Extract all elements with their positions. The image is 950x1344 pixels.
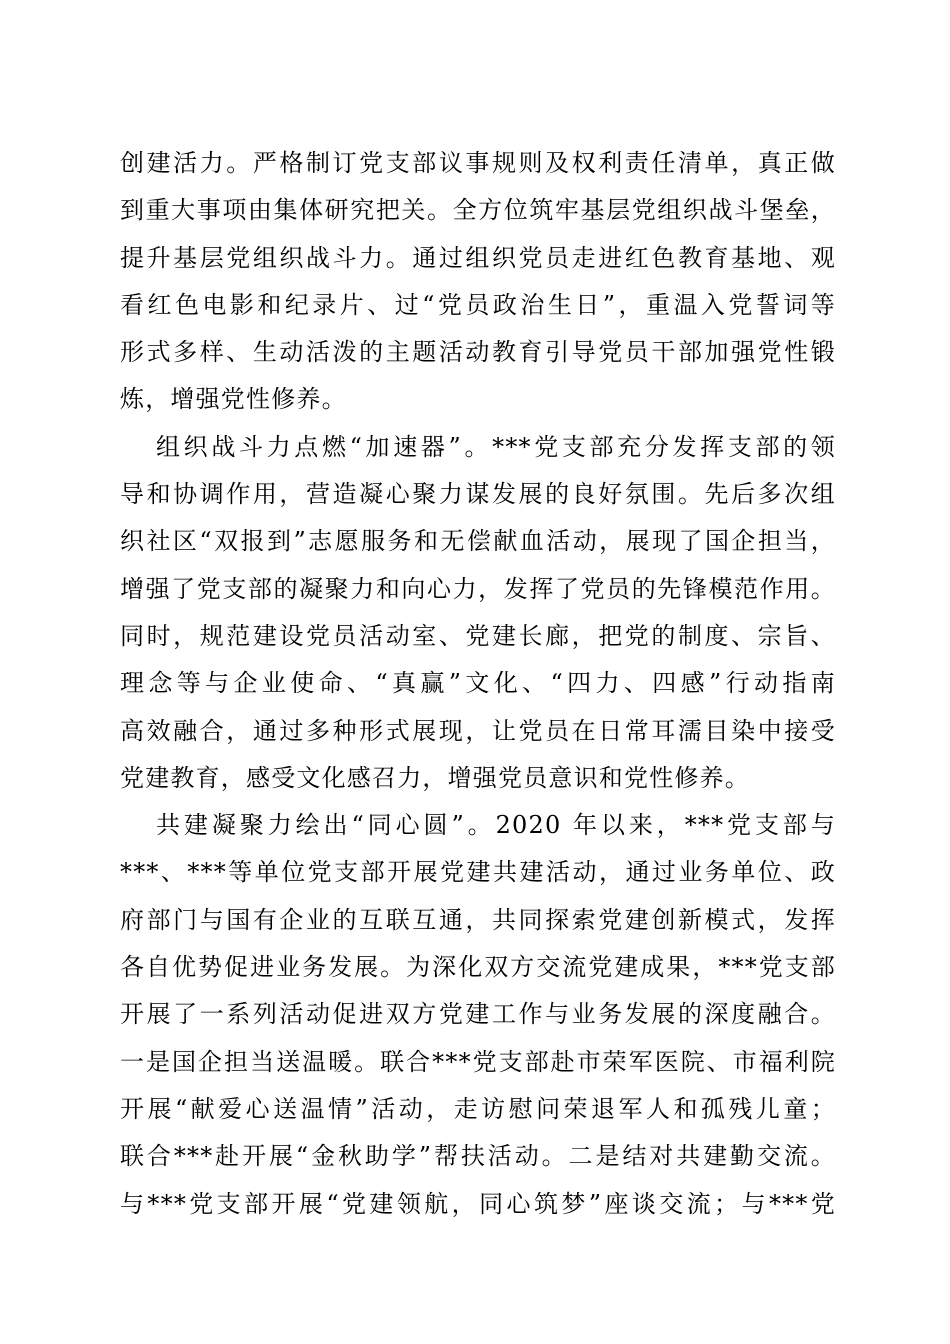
text-line: ***、***等单位党支部开展党建共建活动，通过业务单位、政 xyxy=(120,858,836,887)
paragraph-2 xyxy=(120,424,836,802)
text-line: 织社区“双报到”志愿服务和无偿献血活动，展现了国企担当， xyxy=(120,527,836,556)
text-line: 开展“献爱心送温情”活动，走访慰问荣退军人和孤残儿童； xyxy=(120,1094,836,1123)
text-line: 提升基层党组织战斗力。通过组织党员走进红色教育基地、观 xyxy=(120,243,836,272)
text-line: 与***党支部开展“党建领航，同心筑梦”座谈交流；与***党 xyxy=(120,1189,836,1218)
text-line: 开展了一系列活动促进双方党建工作与业务发展的深度融合。 xyxy=(120,1000,836,1029)
text-line: 理念等与企业使命、“真赢”文化、“四力、四感”行动指南 xyxy=(120,669,836,698)
text-line: 府部门与国有企业的互联互通，共同探索党建创新模式，发挥 xyxy=(120,905,836,934)
paragraph-3 xyxy=(120,802,836,1228)
text-line: 高效融合，通过多种形式展现，让党员在日常耳濡目染中接受 xyxy=(120,716,836,745)
text-line: 党建教育，感受文化感召力，增强党员意识和党性修养。 xyxy=(120,763,750,792)
text-line: 形式多样、生动活泼的主题活动教育引导党员干部加强党性锻 xyxy=(120,338,836,367)
text-line: 炼，增强党性修养。 xyxy=(120,385,347,414)
text-line: 增强了党支部的凝聚力和向心力，发挥了党员的先锋模范作用。 xyxy=(120,574,836,603)
text-line: 看红色电影和纪录片、过“党员政治生日”，重温入党誓词等 xyxy=(120,290,836,319)
paragraph-1 xyxy=(120,140,836,424)
text-line: 联合***赴开展“金秋助学”帮扶活动。二是结对共建勤交流。 xyxy=(120,1142,836,1171)
text-line: 同时，规范建设党员活动室、党建长廊，把党的制度、宗旨、 xyxy=(120,621,836,650)
text-line: 一是国企担当送温暖。联合***党支部赴市荣军医院、市福利院 xyxy=(120,1047,836,1076)
document-page xyxy=(120,140,836,1228)
text-line: 组织战斗力点燃“加速器”。***党支部充分发挥支部的领 xyxy=(156,432,836,461)
text-line: 导和协调作用，营造凝心聚力谋发展的良好氛围。先后多次组 xyxy=(120,480,836,509)
text-line: 到重大事项由集体研究把关。全方位筑牢基层党组织战斗堡垒， xyxy=(120,196,836,225)
text-line: 共建凝聚力绘出“同心圆”。2020 年以来，***党支部与 xyxy=(156,811,836,840)
text-line: 创建活力。严格制订党支部议事规则及权利责任清单，真正做 xyxy=(120,149,836,177)
text-line: 各自优势促进业务发展。为深化双方交流党建成果，***党支部 xyxy=(120,953,836,982)
